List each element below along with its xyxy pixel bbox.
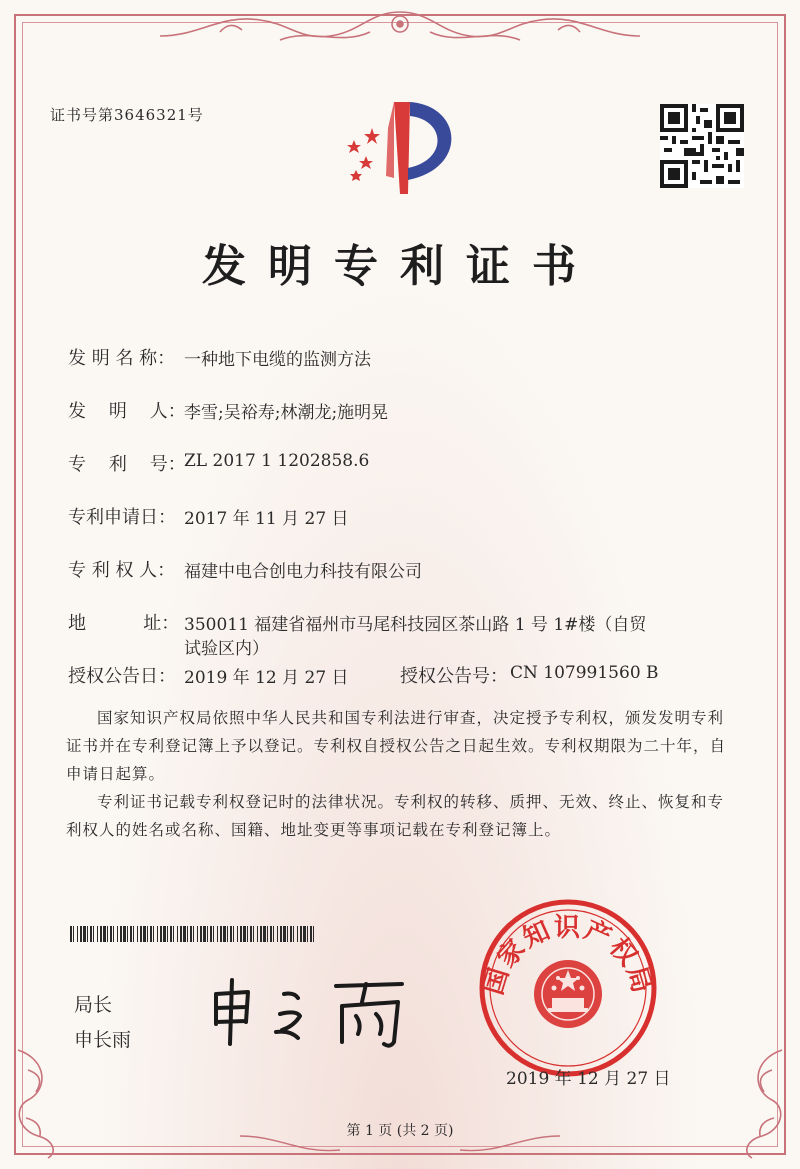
statement-paragraph-1: 国家知识产权局依照中华人民共和国专利法进行审查，决定授予专利权，颁发发明专利证书并在专利登记簿上予以登记。专利权自授权公告之日起生效。专利权期限为二十年，自申请日起算。 xyxy=(66,709,727,783)
seal-date: 2019 年 12 月 27 日 xyxy=(506,1069,671,1089)
field-value-address: 350011 福建省福州市马尾科技园区茶山路 1 号 1#楼（自贸 xyxy=(184,615,647,635)
field-label-patent-number: 专 利 号： xyxy=(68,454,186,475)
top-ornament xyxy=(160,6,640,50)
director-name: 申长雨 xyxy=(74,1029,132,1051)
field-label-patentee: 专 利 权 人： xyxy=(68,560,176,581)
statement-paragraph-2: 专利证书记载专利权登记时的法律状况。专利权的转移、质押、无效、终止、恢复和专利权人的姓名或名称、国籍、地址变更等事项记载在专利登记簿上。 xyxy=(66,793,725,839)
field-value-inventors: 李雪;吴裕寿;林潮龙;施明晃 xyxy=(184,403,389,423)
field-label-inventors: 发 明 人： xyxy=(68,401,186,422)
field-value-invention-name: 一种地下电缆的监测方法 xyxy=(184,350,371,370)
field-label-grant-date: 授权公告日： xyxy=(68,666,176,687)
bottom-right-ornament xyxy=(732,1040,792,1160)
patent-office-emblem-icon xyxy=(328,98,468,202)
field-value-address-line2: 试验区内） xyxy=(184,639,269,659)
field-label-invention-name: 发 明 名 称： xyxy=(68,348,176,369)
certificate-number: 证书号第3646321号 xyxy=(50,106,204,124)
page-number: 第 1 页 (共 2 页) xyxy=(346,1123,454,1139)
director-title: 局长 xyxy=(74,994,113,1016)
director-signature xyxy=(206,972,416,1056)
field-label-application-date: 专利申请日： xyxy=(68,507,176,528)
certificate-title: 发明专利证书 xyxy=(202,241,598,292)
field-value-grant-date: 2019 年 12 月 27 日 xyxy=(184,668,349,688)
field-label-address: 地 址： xyxy=(68,613,180,634)
official-seal-icon xyxy=(478,898,658,1082)
field-value-application-date: 2017 年 11 月 27 日 xyxy=(184,509,349,529)
field-value-patentee: 福建中电合创电力科技有限公司 xyxy=(184,562,422,582)
field-value-announcement-no: CN 107991560 B xyxy=(510,663,659,683)
bottom-left-ornament xyxy=(8,1040,68,1160)
field-value-patent-number: ZL 2017 1 1202858.6 xyxy=(184,451,370,471)
barcode-icon xyxy=(70,926,314,942)
qr-code-icon xyxy=(660,104,744,188)
field-label-announcement-no: 授权公告号： xyxy=(400,666,508,687)
svg-text:国家知识产权局: 国家知识产权局 xyxy=(478,912,658,999)
